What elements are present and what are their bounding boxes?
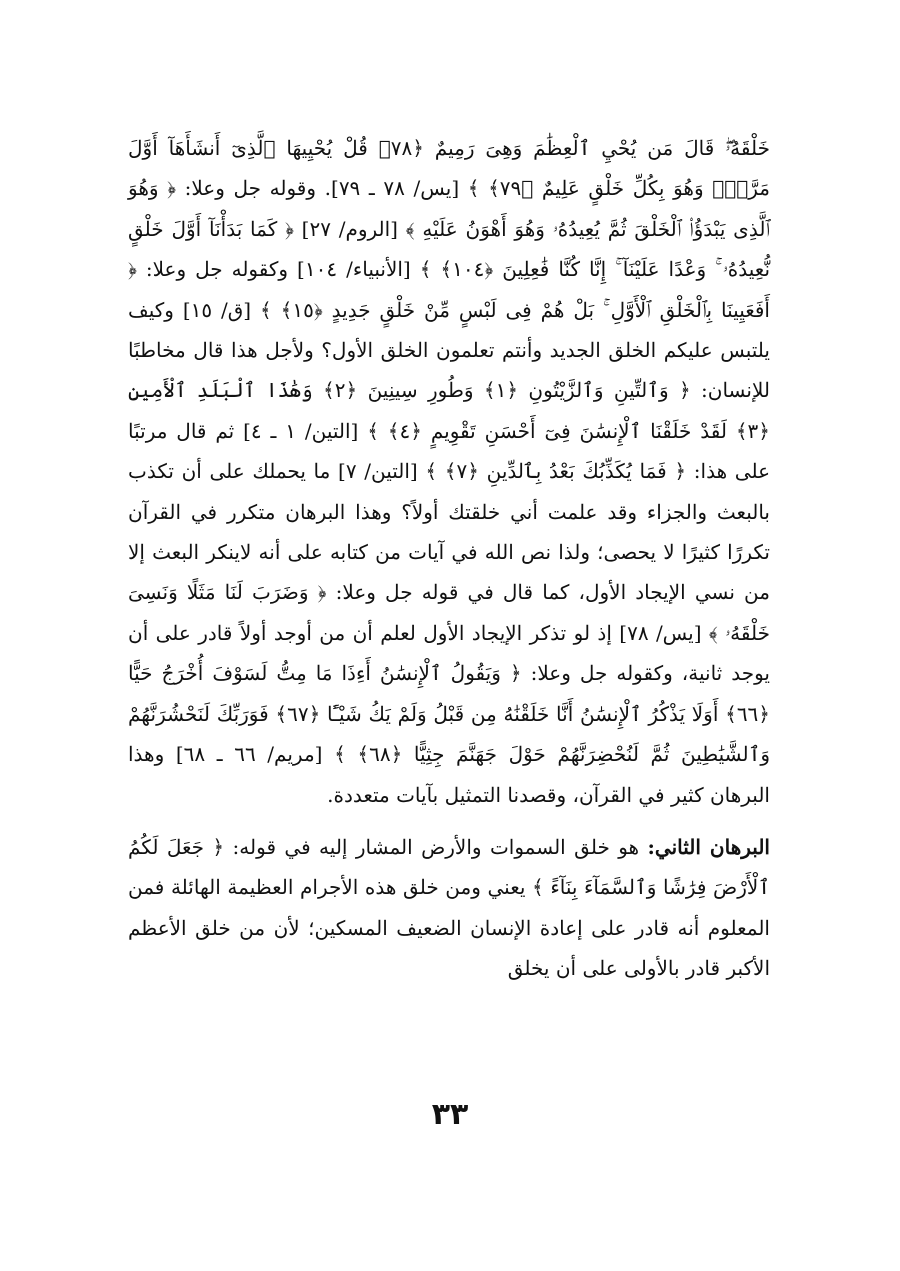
paragraph-spacer (128, 815, 770, 827)
paragraph-1 (128, 128, 770, 815)
page-number: ٣٣ (431, 1097, 469, 1132)
paragraph-2-heading: البرهان الثاني: (647, 834, 770, 859)
document-page (128, 128, 770, 989)
paragraph-2-text: هو خلق السموات والأرض المشار إليه في قوله: ﴿ جَعَلَ لَكُمُ ٱلْأَرْضَ فِرَٰشًا وَٱلسَّمَآءَ بِنَآءً ﴾ يعني ومن خلق هذه الأجرام العظيمة الهائلة فمن المعلوم أنه قادر على إعادة الإنسان الضعيف المسكين؛ لأن من خلق الأعظم الأكبر قادر بالأولى على أن يخلق (128, 834, 770, 981)
paragraph-2 (128, 827, 770, 989)
paragraph-1-text: خَلْقَهُۥۖ قَالَ مَن يُحْيِ ٱلْعِظَٰمَ وَهِىَ رَمِيمٌ ﴿٧٨﴾ قُلْ يُحْيِيهَا ٱلَّذِىٓ أَنشَأَهَآ أَوَّلَ مَرَّةٍۖ وَهُوَ بِكُلِّ خَلْقٍ عَلِيمٌ ﴿٧٩﴾ ﴾ [يس/ ٧٨ ـ ٧٩]. وقوله جل وعلا: ﴿ وَهُوَ ٱلَّذِى يَبْدَؤُا۟ ٱلْخَلْقَ ثُمَّ يُعِيدُهُۥ وَهُوَ أَهْوَنُ عَلَيْهِ ﴾ [الروم/ ٢٧] ﴿ كَمَا بَدَأْنَآ أَوَّلَ خَلْقٍ نُّعِيدُهُۥ ۚ وَعْدًا عَلَيْنَآ ۚ إِنَّا كُنَّا فَٰعِلِينَ ﴿١٠٤﴾ ﴾ [الأنبياء/ ١٠٤] وكقوله جل وعلا: ﴿ أَفَعَيِينَا بِٱلْخَلْقِ ٱلْأَوَّلِ ۚ بَلْ هُمْ فِى لَبْسٍ مِّنْ خَلْقٍ جَدِيدٍ ﴿١٥﴾ ﴾ [ق/ ١٥] وكيف يلتبس عليكم الخلق الجديد وأنتم تعلمون الخلق الأول؟ ولأجل هذا قال مخاطبًا للإنسان: ﴿ وَٱلتِّينِ وَٱلزَّيْتُونِ ﴿١﴾ وَطُورِ سِينِينَ ﴿٢﴾ وَهَٰذَا ٱلْبَلَدِ ٱلْأَمِينِ ﴿٣﴾ لَقَدْ خَلَقْنَا ٱلْإِنسَٰنَ فِىٓ أَحْسَنِ تَقْوِيمٍ ﴿٤﴾ ﴾ [التين/ ١ ـ ٤] ثم قال مرتبًا على هذا: ﴿ فَمَا يُكَذِّبُكَ بَعْدُ بِٱلدِّينِ ﴿٧﴾ ﴾ [التين/ ٧] ما يحملك على أن تكذب بالبعث والجزاء وقد علمت أني خلقتك أولاً؟ وهذا البرهان متكرر في القرآن تكررًا كثيرًا لا يحصى؛ ولذا نص الله في آيات من كتابه على أنه لاينكر البعث إلا من نسي الإيجاد الأول، كما قال في قوله جل وعلا: ﴿ وَضَرَبَ لَنَا مَثَلًا وَنَسِىَ خَلْقَهُۥ ﴾ [يس/ ٧٨] إذ لو تذكر الإيجاد الأول لعلم أن من أوجد أولاً قادر على أن يوجد ثانية، وكقوله جل وعلا: ﴿ وَيَقُولُ ٱلْإِنسَٰنُ أَءِذَا مَا مِتُّ لَسَوْفَ أُخْرَجُ حَيًّا ﴿٦٦﴾ أَوَلَا يَذْكُرُ ٱلْإِنسَٰنُ أَنَّا خَلَقْنَٰهُ مِن قَبْلُ وَلَمْ يَكُ شَيْـًٔا ﴿٦٧﴾ فَوَرَبِّكَ لَنَحْشُرَنَّهُمْ وَٱلشَّيَٰطِينَ ثُمَّ لَنُحْضِرَنَّهُمْ حَوْلَ جَهَنَّمَ جِثِيًّا ﴿٦٨﴾ ﴾ [مريم/ ٦٦ ـ ٦٨] وهذا البرهان كثير في القرآن، وقصدنا التمثيل بآيات متعددة. (128, 136, 771, 807)
